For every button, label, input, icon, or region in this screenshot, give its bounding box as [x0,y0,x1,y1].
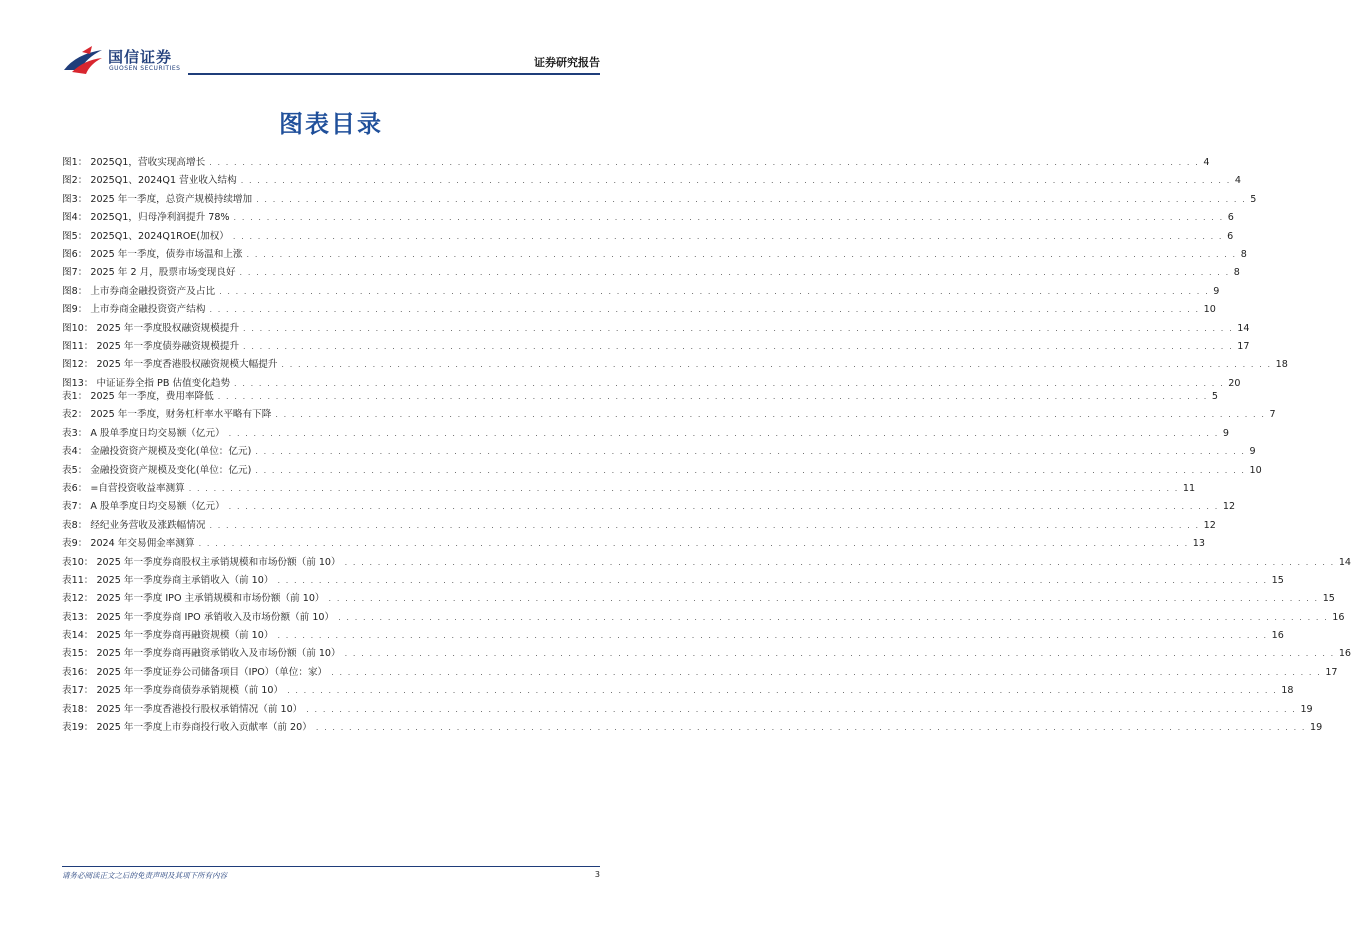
toc-entry-label: 图10： 2025 年一季度股权融资规模提升 [62,322,240,334]
toc-entry-page: 17 [1325,666,1338,678]
toc-entry-label: 图4： 2025Q1，归母净利润提升 78% [62,212,230,224]
table-list [62,388,1351,737]
figure-toc-entry[interactable] [62,154,1210,172]
toc-leader-dots: . . . . . . . . . . . . . . . . . . . . . . . . . . . . . . . . . . . . . . . . . . . . . . . . . . . . . . . . . . . . . . . . . . . . . . . . . . . . . . . . . . . . . . . . . . . . . . . . . . . . . . . . . . . . . . . . . . . . . . . . [338,612,1329,622]
toc-entry-page: 16 [1338,648,1351,660]
toc-leader-dots: . . . . . . . . . . . . . . . . . . . . . . . . . . . . . . . . . . . . . . . . . . . . . . . . . . . . . . . . . . . . . . . . . . . . . . . . . . . . . . . . . . . . . . . . . . . . . . . . . . . . . . . . . . . . . . . . . . . . . . . . [275,410,1266,420]
figure-toc-entry[interactable] [62,283,1220,301]
logo-text-cn: 国信证券 [108,48,173,66]
toc-entry-page: 16 [1271,630,1284,642]
toc-leader-dots: . . . . . . . . . . . . . . . . . . . . . . . . . . . . . . . . . . . . . . . . . . . . . . . . . . . . . . . . . . . . . . . . . . . . . . . . . . . . . . . . . . . . . . . . . . . . . . . . . . . . . . . . . . . . . . . . . . . . . . . . [277,575,1268,585]
toc-leader-dots: . . . . . . . . . . . . . . . . . . . . . . . . . . . . . . . . . . . . . . . . . . . . . . . . . . . . . . . . . . . . . . . . . . . . . . . . . . . . . . . . . . . . . . . . . . . . . . . . . . . . . . . . . . . . . . . . . . . . . . . . [188,483,1179,493]
page-header [0,0,662,80]
figure-toc-entry[interactable] [62,228,1234,246]
toc-entry-page: 18 [1281,685,1294,697]
table-toc-entry[interactable] [62,701,1313,719]
logo-mark-icon [62,44,104,76]
toc-entry-page: 5 [1250,193,1257,205]
toc-entry-page: 15 [1322,593,1335,605]
toc-leader-dots: . . . . . . . . . . . . . . . . . . . . . . . . . . . . . . . . . . . . . . . . . . . . . . . . . . . . . . . . . . . . . . . . . . . . . . . . . . . . . . . . . . . . . . . . . . . . . . . . . . . . . . . . . . . . . . . . . . . . . . . . [281,360,1272,370]
toc-leader-dots: . . . . . . . . . . . . . . . . . . . . . . . . . . . . . . . . . . . . . . . . . . . . . . . . . . . . . . . . . . . . . . . . . . . . . . . . . . . . . . . . . . . . . . . . . . . . . . . . . . . . . . . . . . . . . . . . . . . . . . . . [209,158,1200,167]
toc-entry-page: 12 [1222,501,1236,513]
toc-entry-label: 表2： 2025 年一季度，财务杠杆率水平略有下降 [62,409,272,421]
toc-leader-dots: . . . . . . . . . . . . . . . . . . . . . . . . . . . . . . . . . . . . . . . . . . . . . . . . . . . . . . . . . . . . . . . . . . . . . . . . . . . . . . . . . . . . . . . . . . . . . . . . . . . . . . . . . . . . . . . . . . . . . . . . [255,465,1246,475]
toc-leader-dots: . . . . . . . . . . . . . . . . . . . . . . . . . . . . . . . . . . . . . . . . . . . . . . . . . . . . . . . . . . . . . . . . . . . . . . . . . . . . . . . . . . . . . . . . . . . . . . . . . . . . . . . . . . . . . . . . . . . . . . . . [209,305,1200,315]
table-toc-entry[interactable] [62,719,1323,737]
toc-leader-dots: . . . . . . . . . . . . . . . . . . . . . . . . . . . . . . . . . . . . . . . . . . . . . . . . . . . . . . . . . . . . . . . . . . . . . . . . . . . . . . . . . . . . . . . . . . . . . . . . . . . . . . . . . . . . . . . . . . . . . . . . [219,286,1210,296]
figure-toc-entry[interactable] [62,191,1257,209]
toc-entry-page: 4 [1203,157,1210,168]
toc-entry-page: 9 [1249,446,1256,458]
toc-entry-page: 17 [1237,340,1250,352]
logo-text-en: GUOSEN SECURITIES [109,65,181,72]
toc-leader-dots: . . . . . . . . . . . . . . . . . . . . . . . . . . . . . . . . . . . . . . . . . . . . . . . . . . . . . . . . . . . . . . . . . . . . . . . . . . . . . . . . . . . . . . . . . . . . . . . . . . . . . . . . . . . . . . . . . . . . . . . . [344,649,1335,659]
table-toc-entry[interactable] [62,645,1351,663]
toc-entry-page: 8 [1240,248,1247,260]
toc-entry-label: 表11： 2025 年一季度券商主承销收入（前 10） [62,574,274,586]
table-toc-entry[interactable] [62,627,1284,645]
footer-disclaimer: 请务必阅读正文之后的免责声明及其项下所有内容 [62,871,227,880]
toc-leader-dots: . . . . . . . . . . . . . . . . . . . . . . . . . . . . . . . . . . . . . . . . . . . . . . . . . . . . . . . . . . . . . . . . . . . . . . . . . . . . . . . . . . . . . . . . . . . . . . . . . . . . . . . . . . . . . . . . . . . . . . . . [331,667,1322,677]
toc-entry-page: 20 [1228,377,1241,389]
table-toc-entry[interactable] [62,480,1196,498]
toc-leader-dots: . . . . . . . . . . . . . . . . . . . . . . . . . . . . . . . . . . . . . . . . . . . . . . . . . . . . . . . . . . . . . . . . . . . . . . . . . . . . . . . . . . . . . . . . . . . . . . . . . . . . . . . . . . . . . . . . . . . . . . . . [234,378,1225,388]
toc-leader-dots: . . . . . . . . . . . . . . . . . . . . . . . . . . . . . . . . . . . . . . . . . . . . . . . . . . . . . . . . . . . . . . . . . . . . . . . . . . . . . . . . . . . . . . . . . . . . . . . . . . . . . . . . . . . . . . . . . . . . . . . . [277,631,1268,641]
toc-entry-page: 5 [1211,391,1219,402]
toc-entry-label: 图2： 2025Q1、2024Q1 营业收入结构 [62,175,237,187]
toc-entry-page: 15 [1271,574,1284,586]
toc-entry-label: 表18： 2025 年一季度香港投行股权承销情况（前 10） [62,703,303,715]
toc-entry-label: 表4： 金融投资资产规模及变化(单位：亿元) [62,446,252,458]
toc-entry-label: 图3： 2025 年一季度，总资产规模持续增加 [62,193,253,205]
toc-leader-dots: . . . . . . . . . . . . . . . . . . . . . . . . . . . . . . . . . . . . . . . . . . . . . . . . . . . . . . . . . . . . . . . . . . . . . . . . . . . . . . . . . . . . . . . . . . . . . . . . . . . . . . . . . . . . . . . . . . . . . . . . [246,249,1237,259]
table-toc-entry[interactable] [62,590,1335,608]
toc-entry-label: 表19： 2025 年一季度上市券商投行收入贡献率（前 20） [62,722,312,734]
toc-entry-page: 6 [1227,212,1234,224]
toc-entry-page: 13 [1192,538,1205,550]
toc-leader-dots: . . . . . . . . . . . . . . . . . . . . . . . . . . . . . . . . . . . . . . . . . . . . . . . . . . . . . . . . . . . . . . . . . . . . . . . . . . . . . . . . . . . . . . . . . . . . . . . . . . . . . . . . . . . . . . . . . . . . . . . . [198,539,1189,549]
toc-entry-label: 表15： 2025 年一季度券商再融资承销收入及市场份额（前 10） [62,648,341,660]
toc-entry-page: 12 [1203,519,1216,531]
toc-entry-label: 表6： =自营投资收益率测算 [62,482,185,494]
figure-toc-entry[interactable] [62,356,1288,374]
toc-entry-label: 表3： A 股单季度日均交易额（亿元） [62,427,225,439]
table-toc-entry[interactable] [62,462,1262,480]
toc-leader-dots: . . . . . . . . . . . . . . . . . . . . . . . . . . . . . . . . . . . . . . . . . . . . . . . . . . . . . . . . . . . . . . . . . . . . . . . . . . . . . . . . . . . . . . . . . . . . . . . . . . . . . . . . . . . . . . . . . . . . . . . . [255,447,1246,457]
toc-leader-dots: . . . . . . . . . . . . . . . . . . . . . . . . . . . . . . . . . . . . . . . . . . . . . . . . . . . . . . . . . . . . . . . . . . . . . . . . . . . . . . . . . . . . . . . . . . . . . . . . . . . . . . . . . . . . . . . . . . . . . . . . [217,392,1208,401]
table-toc-entry[interactable] [62,443,1256,461]
toc-entry-label: 图1： 2025Q1，营收实现高增长 [62,157,206,168]
table-toc-entry[interactable] [62,664,1338,682]
toc-leader-dots: . . . . . . . . . . . . . . . . . . . . . . . . . . . . . . . . . . . . . . . . . . . . . . . . . . . . . . . . . . . . . . . . . . . . . . . . . . . . . . . . . . . . . . . . . . . . . . . . . . . . . . . . . . . . . . . . . . . . . . . . [209,520,1200,530]
toc-entry-page: 10 [1203,304,1216,316]
toc-entry-page: 16 [1332,611,1345,623]
toc-entry-label: 图6： 2025 年一季度，债券市场温和上涨 [62,248,243,260]
table-toc-entry[interactable] [62,406,1276,424]
toc-entry-page: 9 [1213,285,1220,297]
toc-entry-label: 表16： 2025 年一季度证券公司储备项目（IPO）（单位：家） [62,666,328,678]
footer-divider [62,866,600,867]
toc-entry-label: 图7： 2025 年 2 月，股票市场变现良好 [62,267,236,279]
toc-leader-dots: . . . . . . . . . . . . . . . . . . . . . . . . . . . . . . . . . . . . . . . . . . . . . . . . . . . . . . . . . . . . . . . . . . . . . . . . . . . . . . . . . . . . . . . . . . . . . . . . . . . . . . . . . . . . . . . . . . . . . . . . [240,176,1231,186]
toc-entry-label: 表12： 2025 年一季度 IPO 主承销规模和市场份额（前 10） [62,593,325,605]
toc-entry-page: 4 [1234,175,1241,187]
toc-entry-label: 图13： 中证证券全指 PB 估值变化趋势 [62,377,231,389]
figure-list [62,154,1288,393]
toc-leader-dots: . . . . . . . . . . . . . . . . . . . . . . . . . . . . . . . . . . . . . . . . . . . . . . . . . . . . . . . . . . . . . . . . . . . . . . . . . . . . . . . . . . . . . . . . . . . . . . . . . . . . . . . . . . . . . . . . . . . . . . . . [228,502,1219,512]
table-toc-entry[interactable] [62,498,1236,516]
toc-entry-page: 6 [1227,230,1234,242]
toc-entry-label: 表1： 2025 年一季度，费用率降低 [62,391,214,402]
toc-entry-page: 18 [1275,359,1288,371]
toc-leader-dots: . . . . . . . . . . . . . . . . . . . . . . . . . . . . . . . . . . . . . . . . . . . . . . . . . . . . . . . . . . . . . . . . . . . . . . . . . . . . . . . . . . . . . . . . . . . . . . . . . . . . . . . . . . . . . . . . . . . . . . . . [315,723,1307,733]
toc-entry-label: 表7： A 股单季度日均交易额（亿元） [62,501,225,513]
header-divider [188,73,600,75]
toc-entry-label: 表5： 金融投资资产规模及变化(单位：亿元) [62,464,252,476]
toc-entry-label: 图8： 上市券商金融投资资产及占比 [62,285,216,297]
figure-toc-entry[interactable] [62,209,1234,227]
toc-entry-label: 图9： 上市券商金融投资资产结构 [62,304,206,316]
toc-entry-page: 14 [1338,556,1351,568]
table-toc-entry[interactable] [62,609,1345,627]
toc-leader-dots: . . . . . . . . . . . . . . . . . . . . . . . . . . . . . . . . . . . . . . . . . . . . . . . . . . . . . . . . . . . . . . . . . . . . . . . . . . . . . . . . . . . . . . . . . . . . . . . . . . . . . . . . . . . . . . . . . . . . . . . . [239,268,1230,278]
toc-entry-label: 表14： 2025 年一季度券商再融资规模（前 10） [62,630,274,642]
report-type-label: 证券研究报告 [534,56,600,69]
toc-entry-label: 表8： 经纪业务营收及涨跌幅情况 [62,519,206,531]
toc-entry-page: 14 [1237,322,1250,334]
toc-entry-label: 图12： 2025 年一季度香港股权融资规模大幅提升 [62,359,278,371]
toc-entry-page: 8 [1233,267,1240,279]
table-toc-entry[interactable] [62,517,1216,535]
footer-page-number: 3 [594,870,600,879]
table-toc-entry[interactable] [62,425,1229,443]
table-toc-entry[interactable] [62,682,1294,700]
toc-entry-page: 19 [1300,703,1313,715]
toc-entry-label: 图5： 2025Q1、2024Q1ROE(加权） [62,230,229,242]
page-title: 图表目录 [279,110,383,138]
guosen-logo [62,44,192,78]
toc-leader-dots: . . . . . . . . . . . . . . . . . . . . . . . . . . . . . . . . . . . . . . . . . . . . . . . . . . . . . . . . . . . . . . . . . . . . . . . . . . . . . . . . . . . . . . . . . . . . . . . . . . . . . . . . . . . . . . . . . . . . . . . . [233,213,1224,223]
figure-toc-entry[interactable] [62,246,1247,264]
toc-entry-label: 表17： 2025 年一季度券商债券承销规模（前 10） [62,685,284,697]
toc-entry-page: 9 [1222,427,1229,439]
figure-toc-entry[interactable] [62,338,1250,356]
figure-toc-entry[interactable] [62,172,1241,190]
table-toc-entry[interactable] [62,388,1219,406]
toc-leader-dots: . . . . . . . . . . . . . . . . . . . . . . . . . . . . . . . . . . . . . . . . . . . . . . . . . . . . . . . . . . . . . . . . . . . . . . . . . . . . . . . . . . . . . . . . . . . . . . . . . . . . . . . . . . . . . . . . . . . . . . . . [306,704,1297,714]
toc-leader-dots: . . . . . . . . . . . . . . . . . . . . . . . . . . . . . . . . . . . . . . . . . . . . . . . . . . . . . . . . . . . . . . . . . . . . . . . . . . . . . . . . . . . . . . . . . . . . . . . . . . . . . . . . . . . . . . . . . . . . . . . . [232,231,1224,241]
toc-entry-label: 表13： 2025 年一季度券商 IPO 承销收入及市场份额（前 10） [62,611,335,623]
table-toc-entry[interactable] [62,554,1351,572]
toc-entry-label: 图11： 2025 年一季度债券融资规模提升 [62,340,240,352]
figure-toc-entry[interactable] [62,320,1250,338]
toc-leader-dots: . . . . . . . . . . . . . . . . . . . . . . . . . . . . . . . . . . . . . . . . . . . . . . . . . . . . . . . . . . . . . . . . . . . . . . . . . . . . . . . . . . . . . . . . . . . . . . . . . . . . . . . . . . . . . . . . . . . . . . . . [243,323,1234,333]
toc-leader-dots: . . . . . . . . . . . . . . . . . . . . . . . . . . . . . . . . . . . . . . . . . . . . . . . . . . . . . . . . . . . . . . . . . . . . . . . . . . . . . . . . . . . . . . . . . . . . . . . . . . . . . . . . . . . . . . . . . . . . . . . . [344,557,1335,567]
toc-leader-dots: . . . . . . . . . . . . . . . . . . . . . . . . . . . . . . . . . . . . . . . . . . . . . . . . . . . . . . . . . . . . . . . . . . . . . . . . . . . . . . . . . . . . . . . . . . . . . . . . . . . . . . . . . . . . . . . . . . . . . . . . [328,594,1319,604]
toc-entry-label: 表9： 2024 年交易佣金率测算 [62,538,195,550]
toc-entry-page: 7 [1269,409,1276,421]
toc-leader-dots: . . . . . . . . . . . . . . . . . . . . . . . . . . . . . . . . . . . . . . . . . . . . . . . . . . . . . . . . . . . . . . . . . . . . . . . . . . . . . . . . . . . . . . . . . . . . . . . . . . . . . . . . . . . . . . . . . . . . . . . . [287,686,1278,696]
toc-leader-dots: . . . . . . . . . . . . . . . . . . . . . . . . . . . . . . . . . . . . . . . . . . . . . . . . . . . . . . . . . . . . . . . . . . . . . . . . . . . . . . . . . . . . . . . . . . . . . . . . . . . . . . . . . . . . . . . . . . . . . . . . [256,194,1247,204]
toc-entry-page: 19 [1310,722,1323,734]
figure-toc-entry[interactable] [62,264,1240,282]
table-toc-entry[interactable] [62,572,1284,590]
figure-toc-entry[interactable] [62,301,1216,319]
toc-leader-dots: . . . . . . . . . . . . . . . . . . . . . . . . . . . . . . . . . . . . . . . . . . . . . . . . . . . . . . . . . . . . . . . . . . . . . . . . . . . . . . . . . . . . . . . . . . . . . . . . . . . . . . . . . . . . . . . . . . . . . . . . [228,428,1219,438]
toc-entry-label: 表10： 2025 年一季度券商股权主承销规模和市场份额（前 10） [62,556,341,568]
toc-leader-dots: . . . . . . . . . . . . . . . . . . . . . . . . . . . . . . . . . . . . . . . . . . . . . . . . . . . . . . . . . . . . . . . . . . . . . . . . . . . . . . . . . . . . . . . . . . . . . . . . . . . . . . . . . . . . . . . . . . . . . . . . [243,341,1234,351]
toc-entry-page: 11 [1182,482,1196,494]
toc-entry-page: 10 [1249,464,1262,476]
table-toc-entry[interactable] [62,535,1205,553]
